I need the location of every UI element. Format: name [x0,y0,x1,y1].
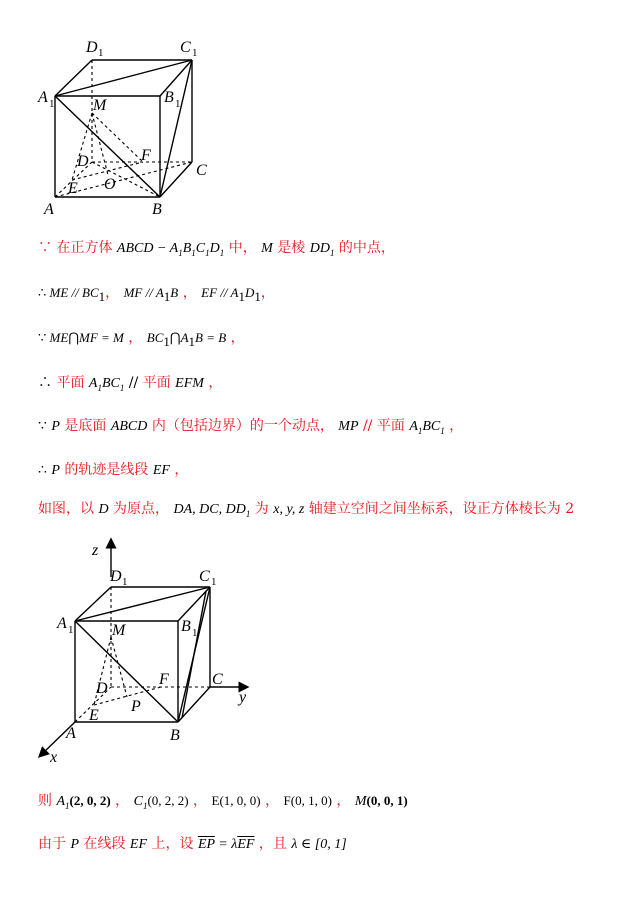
label-C: C [196,162,207,179]
label-A1-sub: 1 [68,624,74,636]
label-F: F [159,671,169,688]
label-B1-sub: 1 [192,627,198,639]
dash-MF [92,113,143,162]
reason-line-5: ∵ P 是底面 ABCD 内（包括边界）的一个动点， MP // 平面 $A_1BC_1$ ， [38,418,464,436]
reason-line-4: ∴ 平面 $A_1BC_1$ // 平面 EFM ， [38,375,223,393]
label-D1-sub: 1 [122,576,128,588]
label-M: M [93,97,107,114]
label-B: B [170,727,180,744]
label-F: F [141,147,151,164]
label-D1-sub: 1 [98,47,104,59]
cube-figure-1 [0,0,642,230]
label-y: y [239,689,247,706]
reason-line-6: ∴ P 的轨迹是线段 EF ， [38,462,189,478]
reason-line-2: ∴ ME // $BC_1$， MF // $A_1B$ ， EF // $A_1D_1$， [38,285,275,304]
diagonal [75,587,210,621]
reason-line-3: ∵ ME⋂MF = M ， $BC_1⋂A_1B = B$ ， [38,330,245,349]
label-B1: B [164,89,174,106]
label-A: A [66,725,76,742]
reason-line-7: 如图，以 D 为原点， DA, DC, $DD_1$ 为 x, y, z 轴建立空间之间坐标系，设正方体棱长为 2 [38,501,575,519]
label-E: E [89,707,99,724]
diagonal [160,60,192,197]
label-P: P [131,698,141,715]
label-A1-sub: 1 [49,98,55,110]
dash-MP [111,637,127,697]
label-C1: C [199,568,210,585]
coords-line: 则 $A_1(2$, 0, 2) ， $C_1(0$, 2, 2) ， E(1, 0, 0) ， F(0, 1, 0) ， M(0, 0, 1) [38,793,408,811]
label-A: A [44,201,54,218]
reason-line-1: ∵ 在正方体 ABCD − $A_1B_1C_1D_1$ 中， M 是棱 $DD_1$ 的中点， [38,240,395,258]
label-D: D [96,680,108,697]
label-C1: C [180,39,191,56]
label-x: x [50,749,58,766]
label-C1-sub: 1 [211,576,217,588]
label-A1: A [38,89,48,106]
label-B: B [152,201,162,218]
label-M: M [112,622,126,639]
label-D: D [77,153,89,170]
label-D1: D [110,568,122,585]
param-line: 由于 P 在线段 EF 上，设 $\overline{EP} = \lambda\overline{EF}$ ，且 λ ∈ [0, 1] [38,836,347,852]
label-z: z [92,542,99,559]
label-O: O [104,176,116,193]
dash-DB [92,162,160,197]
label-A1: A [57,615,67,632]
label-C: C [212,671,223,688]
label-C1-sub: 1 [192,47,198,59]
label-B1: B [181,618,191,635]
label-B1-sub: 1 [175,98,181,110]
diagonal [182,591,206,718]
label-E: E [68,180,78,197]
cube-figure-2 [0,535,642,785]
label-D1: D [86,39,98,56]
